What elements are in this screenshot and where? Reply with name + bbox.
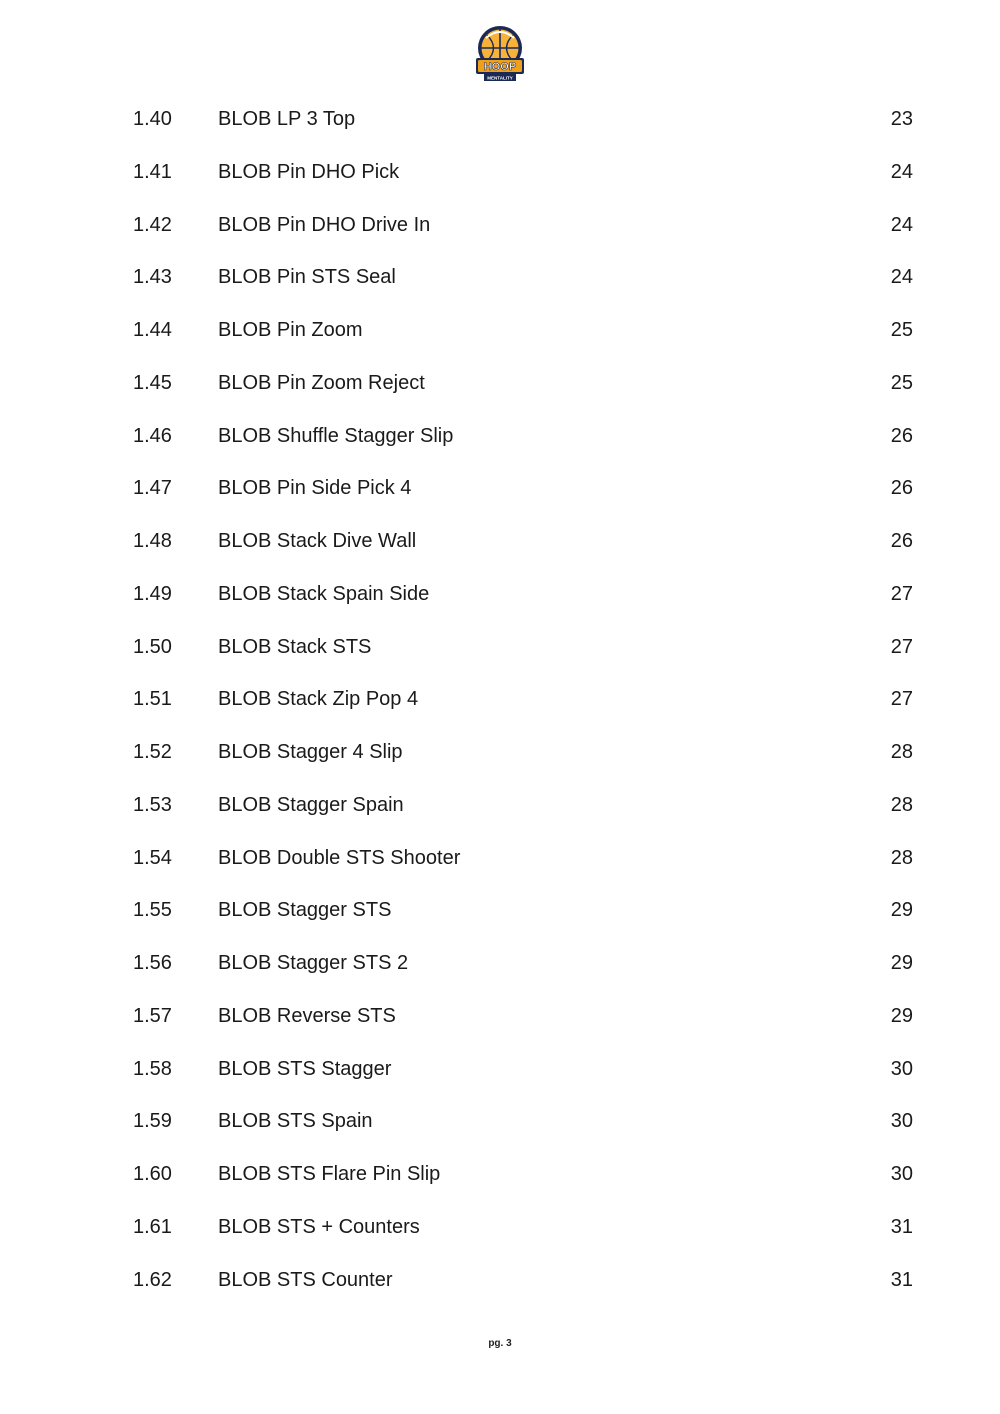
page-number: pg. 3 bbox=[488, 1338, 512, 1349]
toc-entry-number: 1.57 bbox=[133, 1004, 172, 1027]
toc-entry-title: BLOB Stagger Spain bbox=[218, 793, 404, 816]
toc-entry-page: 29 bbox=[890, 899, 913, 922]
toc-entry[interactable] bbox=[0, 991, 1000, 1044]
toc-entry[interactable] bbox=[0, 411, 1000, 464]
toc-entry[interactable] bbox=[0, 1149, 1000, 1202]
toc-entry[interactable] bbox=[0, 463, 1000, 516]
toc-entry[interactable] bbox=[0, 1202, 1000, 1255]
toc-entry-title: BLOB STS + Counters bbox=[218, 1215, 420, 1238]
toc-entry[interactable] bbox=[0, 1044, 1000, 1097]
toc-entry-number: 1.54 bbox=[133, 846, 172, 869]
toc-entry-page: 28 bbox=[890, 793, 913, 816]
toc-entry-title: BLOB Stack Dive Wall bbox=[218, 530, 417, 552]
toc-entry-number: 1.51 bbox=[133, 688, 172, 711]
toc-entry-title: BLOB Pin Zoom Reject bbox=[218, 371, 425, 394]
toc-entry[interactable] bbox=[0, 885, 1000, 938]
toc-entry-page: 25 bbox=[890, 319, 913, 341]
toc-entry-title: BLOB Pin Side Pick 4 bbox=[218, 477, 412, 500]
toc-entry[interactable] bbox=[0, 94, 1000, 147]
toc-entry-page: 30 bbox=[890, 1110, 913, 1133]
toc-entry-page: 23 bbox=[890, 108, 913, 130]
toc-entry-page: 27 bbox=[890, 635, 913, 658]
toc-entry[interactable] bbox=[0, 938, 1000, 991]
table-of-contents bbox=[0, 94, 1000, 1307]
toc-entry-number: 1.45 bbox=[133, 371, 172, 394]
toc-entry-title: BLOB Pin DHO Drive In bbox=[218, 213, 431, 236]
toc-entry-number: 1.48 bbox=[133, 530, 172, 552]
toc-entry-title: BLOB Pin Zoom bbox=[218, 319, 363, 341]
toc-entry-title: BLOB Pin DHO Pick bbox=[218, 160, 400, 183]
toc-entry-title: BLOB STS Stagger bbox=[218, 1057, 392, 1080]
toc-entry-page: 31 bbox=[890, 1268, 913, 1291]
toc-entry-number: 1.40 bbox=[133, 108, 172, 130]
toc-entry[interactable] bbox=[0, 833, 1000, 886]
toc-entry-number: 1.49 bbox=[133, 582, 172, 605]
toc-entry-number: 1.46 bbox=[133, 424, 172, 447]
toc-entry-number: 1.50 bbox=[133, 635, 172, 658]
toc-entry-title: BLOB STS Counter bbox=[218, 1268, 393, 1291]
toc-entry-page: 30 bbox=[890, 1163, 913, 1185]
toc-entry-title: BLOB STS Spain bbox=[218, 1110, 373, 1133]
toc-entry[interactable] bbox=[0, 674, 1000, 727]
toc-entry-number: 1.56 bbox=[133, 952, 172, 974]
toc-entry[interactable] bbox=[0, 569, 1000, 622]
hoop-mentality-logo bbox=[472, 24, 528, 86]
toc-entry[interactable] bbox=[0, 147, 1000, 200]
toc-entry-title: BLOB Reverse STS bbox=[218, 1004, 396, 1027]
toc-entry-page: 28 bbox=[890, 741, 913, 763]
toc-entry-title: BLOB Stack STS bbox=[218, 635, 372, 658]
toc-entry[interactable] bbox=[0, 780, 1000, 833]
toc-entry[interactable] bbox=[0, 358, 1000, 411]
toc-entry-number: 1.52 bbox=[133, 741, 172, 763]
toc-entry-title: BLOB Stagger 4 Slip bbox=[218, 741, 403, 763]
toc-entry-page: 27 bbox=[890, 688, 913, 711]
toc-entry[interactable] bbox=[0, 516, 1000, 569]
toc-entry-page: 30 bbox=[890, 1057, 913, 1080]
toc-entry[interactable] bbox=[0, 1096, 1000, 1149]
toc-entry-page: 24 bbox=[890, 213, 913, 236]
toc-entry-title: BLOB Stack Zip Pop 4 bbox=[218, 688, 419, 711]
toc-entry-number: 1.61 bbox=[133, 1215, 172, 1238]
toc-entry-page: 25 bbox=[890, 371, 913, 394]
toc-entry-title: BLOB Stagger STS bbox=[218, 899, 392, 922]
toc-entry-number: 1.60 bbox=[133, 1163, 172, 1185]
toc-entry-page: 24 bbox=[890, 266, 913, 289]
toc-entry-title: BLOB Double STS Shooter bbox=[218, 846, 461, 869]
toc-entry-title: BLOB Stagger STS 2 bbox=[218, 952, 409, 974]
logo-subtext: MENTALITY bbox=[487, 75, 513, 81]
toc-entry-number: 1.47 bbox=[133, 477, 172, 500]
toc-entry-page: 26 bbox=[890, 424, 913, 447]
toc-entry-number: 1.53 bbox=[133, 793, 172, 816]
toc-entry[interactable] bbox=[0, 1255, 1000, 1308]
toc-entry-page: 31 bbox=[890, 1215, 913, 1238]
logo-text: HOOP bbox=[483, 61, 517, 73]
toc-entry-page: 29 bbox=[890, 1004, 913, 1027]
toc-entry-title: BLOB Shuffle Stagger Slip bbox=[218, 424, 454, 447]
toc-entry-number: 1.58 bbox=[133, 1057, 172, 1080]
toc-entry[interactable] bbox=[0, 200, 1000, 253]
toc-entry[interactable] bbox=[0, 305, 1000, 358]
toc-entry-number: 1.44 bbox=[133, 319, 172, 341]
toc-entry-title: BLOB LP 3 Top bbox=[218, 108, 356, 130]
toc-entry-number: 1.43 bbox=[133, 266, 172, 289]
toc-entry-page: 27 bbox=[890, 582, 913, 605]
toc-entry-number: 1.55 bbox=[133, 899, 172, 922]
toc-entry-page: 28 bbox=[890, 846, 913, 869]
toc-entry[interactable] bbox=[0, 727, 1000, 780]
toc-entry-number: 1.41 bbox=[133, 160, 172, 183]
toc-entry-title: BLOB STS Flare Pin Slip bbox=[218, 1163, 441, 1185]
toc-entry[interactable] bbox=[0, 622, 1000, 675]
toc-entry-number: 1.62 bbox=[133, 1268, 172, 1291]
toc-entry-page: 29 bbox=[890, 952, 913, 974]
toc-entry-page: 24 bbox=[890, 160, 913, 183]
toc-entry-page: 26 bbox=[890, 530, 913, 552]
toc-entry-title: BLOB Stack Spain Side bbox=[218, 582, 430, 605]
toc-entry-number: 1.42 bbox=[133, 213, 172, 236]
toc-entry-title: BLOB Pin STS Seal bbox=[218, 266, 396, 289]
toc-entry[interactable] bbox=[0, 252, 1000, 305]
toc-entry-page: 26 bbox=[890, 477, 913, 500]
toc-entry-number: 1.59 bbox=[133, 1110, 172, 1133]
